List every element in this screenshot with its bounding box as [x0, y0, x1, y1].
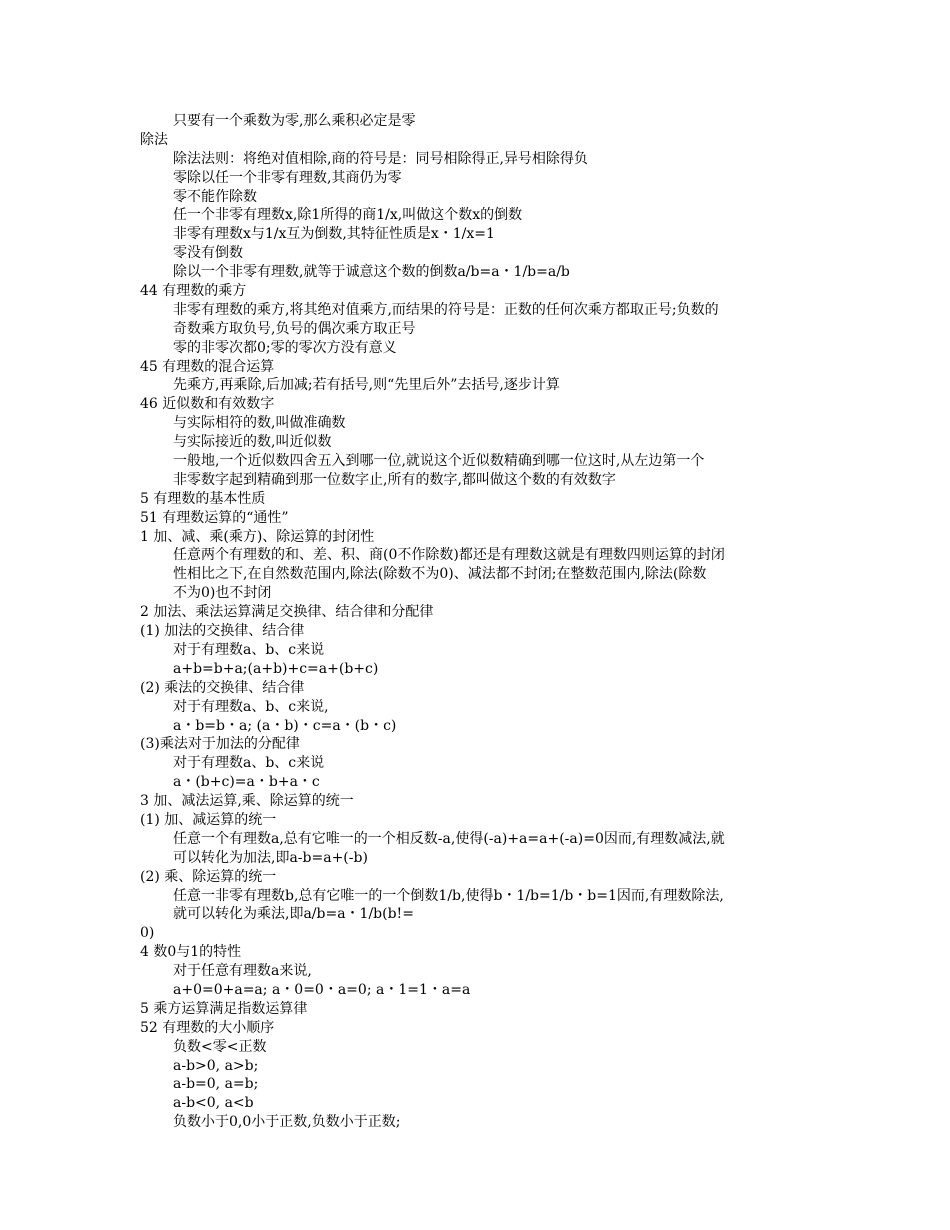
body-text-line: a・(b+c)=a・b+a・c [173, 774, 320, 791]
body-text-line: 非零有理数的乘方,将其绝对值乘方,而结果的符号是：正数的任何次乘方都取正号;负数的 [173, 301, 719, 318]
section-heading-line: 51 有理数运算的“通性” [140, 509, 289, 526]
section-heading-line: (2) 乘、除运算的统一 [140, 868, 277, 885]
section-heading-line: 44 有理数的乘方 [140, 283, 247, 300]
body-text-line: 对于有理数a、b、c来说 [173, 755, 325, 772]
body-text-line: 零不能作除数 [173, 188, 257, 205]
section-heading-line: 45 有理数的混合运算 [140, 358, 275, 375]
body-text-line: 非零有理数x与1/x互为倒数,其特征性质是x・1/x=1 [173, 226, 495, 243]
body-text-line: a+b=b+a;(a+b)+c=a+(b+c) [173, 660, 379, 677]
body-text-line: 奇数乘方取负号,负号的偶次乘方取正号 [173, 320, 416, 337]
body-text-line: 对于有理数a、b、c来说, [173, 698, 329, 715]
body-text-line: 对于有理数a、b、c来说 [173, 641, 325, 658]
body-text-line: 可以转化为加法,即a-b=a+(-b) [173, 849, 368, 866]
body-text-line: a-b<0, a<b [173, 1095, 254, 1112]
body-text-line: 非零数字起到精确到那一位数字止,所有的数字,都叫做这个数的有效数字 [173, 471, 616, 488]
section-heading-line: 3 加、减法运算,乘、除运算的统一 [140, 793, 354, 810]
section-heading-line: 0) [140, 925, 155, 942]
section-heading-line: 5 乘方运算满足指数运算律 [140, 1000, 308, 1017]
body-text-line: 零没有倒数 [173, 245, 243, 262]
body-text-line: a-b=0, a=b; [173, 1076, 259, 1093]
section-heading-line: 2 加法、乘法运算满足交换律、结合律和分配律 [140, 604, 434, 621]
body-text-line: 除法法则：将绝对值相除,商的符号是：同号相除得正,异号相除得负 [173, 150, 588, 167]
body-text-line: 与实际相符的数,叫做准确数 [173, 415, 346, 432]
section-heading-line: 52 有理数的大小顺序 [140, 1019, 275, 1036]
body-text-line: 就可以转化为乘法,即a/b=a・1/b(b!= [173, 906, 414, 923]
section-heading-line: 1 加、减、乘(乘方)、除运算的封闭性 [140, 528, 375, 545]
body-text-line: 对于任意有理数a来说, [173, 963, 312, 980]
body-text-line: 任意两个有理数的和、差、积、商(0不作除数)都还是有理数这就是有理数四则运算的封闭 [173, 547, 725, 564]
body-text-line: 零除以任一个非零有理数,其商仍为零 [173, 169, 402, 186]
body-text-line: 性相比之下,在自然数范围内,除法(除数不为0)、减法都不封闭;在整数范围内,除法(除数 [173, 566, 707, 583]
section-heading-line: (3)乘法对于加法的分配律 [140, 736, 300, 753]
section-heading-line: 46 近似数和有效数字 [140, 396, 275, 413]
body-text-line: 先乘方,再乘除,后加减;若有括号,则“先里后外”去括号,逐步计算 [173, 377, 560, 394]
body-text-line: 不为0)也不封闭 [173, 585, 272, 602]
body-text-line: 任意一非零有理数b,总有它唯一的一个倒数1/b,使得b・1/b=1/b・b=1因而,有理数除法, [173, 887, 724, 904]
body-text-line: 零的非零次都0;零的零次方没有意义 [173, 339, 397, 356]
body-text-line: 一般地,一个近似数四舍五入到哪一位,就说这个近似数精确到哪一位这时,从左边第一个 [173, 453, 705, 470]
body-text-line: 任一个非零有理数x,除1所得的商1/x,叫做这个数x的倒数 [173, 207, 523, 224]
body-text-line: 与实际接近的数,叫近似数 [173, 434, 332, 451]
section-heading-line: 5 有理数的基本性质 [140, 490, 266, 507]
body-text-line: a・b=b・a; (a・b)・c=a・(b・c) [173, 717, 397, 734]
section-heading-line: 除法 [140, 131, 168, 148]
body-text-line: 负数小于0,0小于正数,负数小于正数; [173, 1114, 401, 1131]
section-heading-line: (2) 乘法的交换律、结合律 [140, 679, 305, 696]
body-text-line: 除以一个非零有理数,就等于诚意这个数的倒数a/b=a・1/b=a/b [173, 264, 570, 281]
document-page [140, 112, 830, 1132]
section-heading-line: 4 数0与1的特性 [140, 944, 242, 961]
body-text-line: a+0=0+a=a; a・0=0・a=0; a・1=1・a=a [173, 981, 471, 998]
section-heading-line: (1) 加、减运算的统一 [140, 811, 277, 828]
body-text-line: 负数<零<正数 [173, 1038, 267, 1055]
body-text-line: a-b>0, a>b; [173, 1057, 259, 1074]
body-text-line: 只要有一个乘数为零,那么乘积必定是零 [173, 113, 416, 129]
section-heading-line: (1) 加法的交换律、结合律 [140, 623, 305, 640]
body-text-line: 任意一个有理数a,总有它唯一的一个相反数-a,使得(-a)+a=a+(-a)=0因而,有理数减法,就 [173, 830, 725, 847]
